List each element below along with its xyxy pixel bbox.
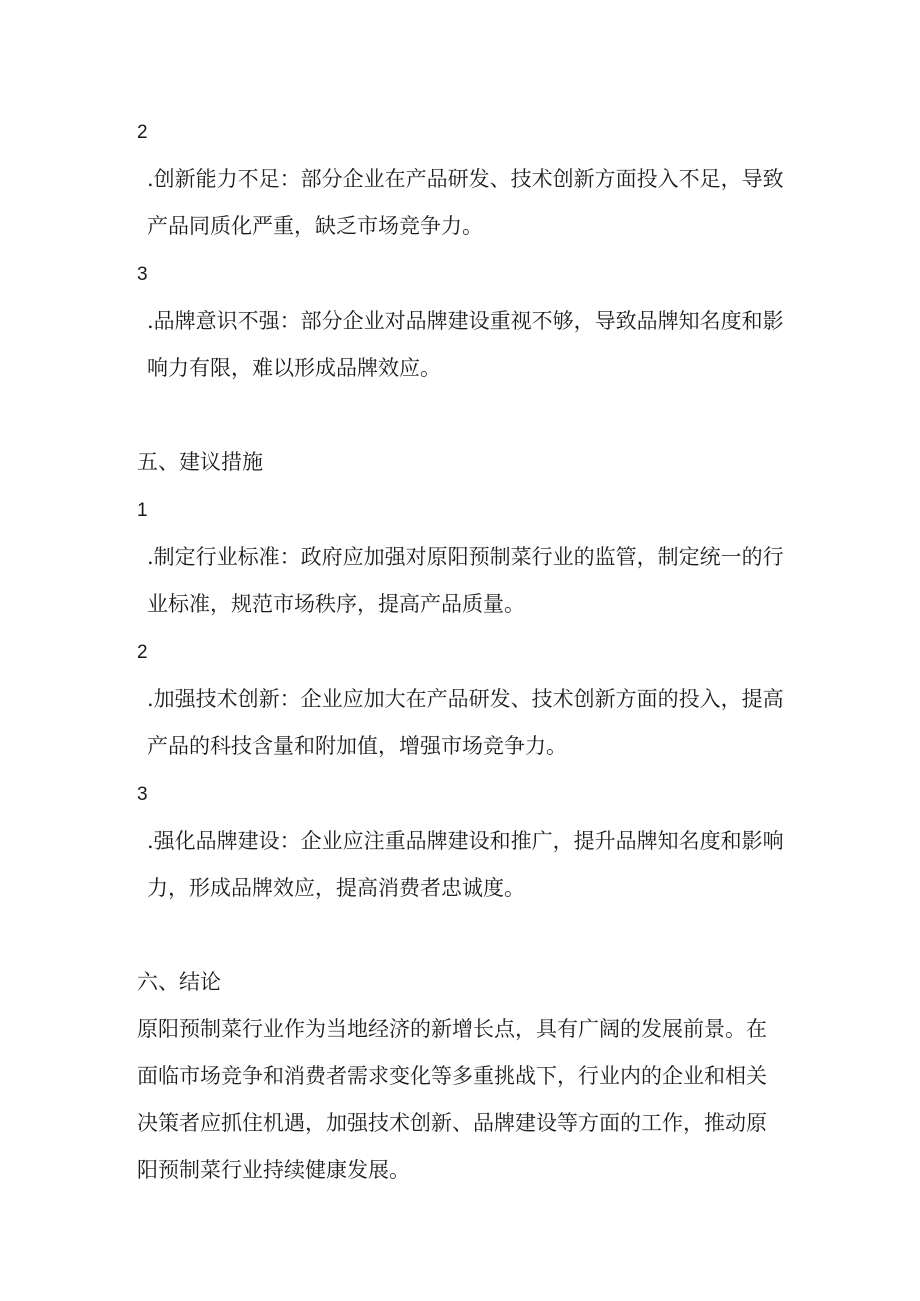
item-number: 3 [137, 264, 148, 285]
item-number: 1 [137, 500, 148, 521]
item-text: .创新能力不足：部分企业在产品研发、技术创新方面投入不足，导致产品同质化严重，缺乏市场竞争力。 [147, 167, 784, 238]
item-text: .加强技术创新：企业应加大在产品研发、技术创新方面的投入，提高产品的科技含量和附加值，增强市场竞争力。 [147, 687, 784, 758]
document-body [137, 108, 787, 1194]
list-item [137, 770, 787, 912]
item-text: .制定行业标准：政府应加强对原阳预制菜行业的监管，制定统一的行业标准，规范市场秩序，提高产品质量。 [147, 545, 784, 616]
section-heading-5: 五、建议措施 [137, 450, 263, 474]
item-text: .强化品牌建设：企业应注重品牌建设和推广，提升品牌知名度和影响力，形成品牌效应，提高消费者忠诚度。 [147, 829, 784, 900]
list-item [137, 108, 787, 250]
section-heading-6: 六、结论 [137, 970, 221, 994]
list-item [137, 250, 787, 392]
conclusion-paragraph: 原阳预制菜行业作为当地经济的新增长点，具有广阔的发展前景。在面临市场竞争和消费者需求变化等多重挑战下，行业内的企业和相关决策者应抓住机遇，加强技术创新、品牌建设等方面的工作，推动原阳预制菜行业持续健康发展。 [137, 1017, 767, 1182]
item-text: .品牌意识不强：部分企业对品牌建设重视不够，导致品牌知名度和影响力有限，难以形成品牌效应。 [147, 309, 784, 380]
list-item [137, 628, 787, 770]
item-number: 3 [137, 784, 148, 805]
list-item [137, 486, 787, 628]
item-number: 2 [137, 642, 148, 663]
item-number: 2 [137, 122, 148, 143]
section-spacer [137, 912, 787, 959]
section-spacer [137, 392, 787, 439]
